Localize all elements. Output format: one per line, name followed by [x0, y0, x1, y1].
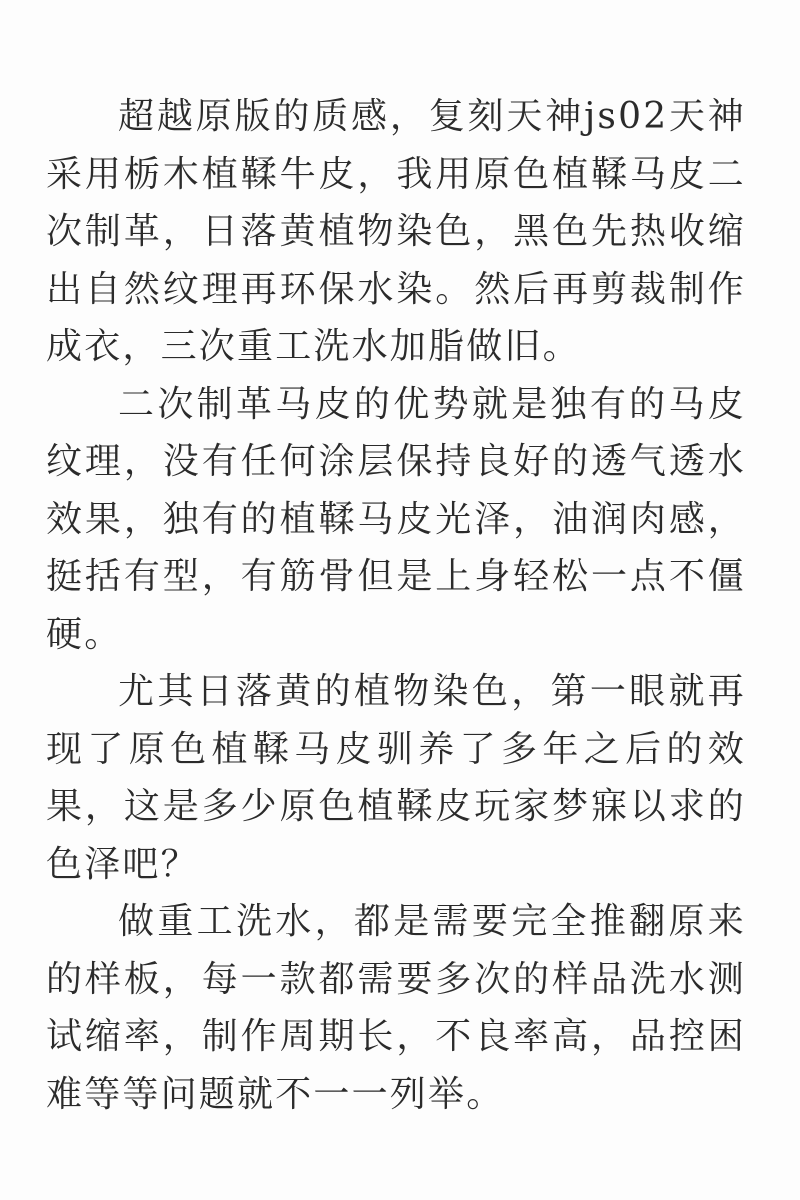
paragraph-2: 二次制革马皮的优势就是独有的马皮纹理，没有任何涂层保持良好的透气透水效果，独有的植鞣马皮光泽，油润肉感，挺括有型，有筋骨但是上身轻松一点不僵硬。 — [46, 383, 746, 655]
paragraph-4: 做重工洗水，都是需要完全推翻原来的样板，每一款都需要多次的样品洗水测试缩率，制作周期长，不良率高，品控困难等等问题就不一一列举。 — [46, 901, 746, 1115]
article-body — [46, 88, 746, 1123]
paragraph-1: 超越原版的质感，复刻天神js02天神采用栃木植鞣牛皮，我用原色植鞣马皮二次制革，日落黄植物染色，黑色先热收缩出自然纹理再环保水染。然后再剪裁制作成衣，三次重工洗水加脂做旧。 — [46, 96, 746, 367]
paragraph-3: 尤其日落黄的植物染色，第一眼就再现了原色植鞣马皮驯养了多年之后的效果，这是多少原色植鞣皮玩家梦寐以求的色泽吧？ — [46, 671, 746, 885]
